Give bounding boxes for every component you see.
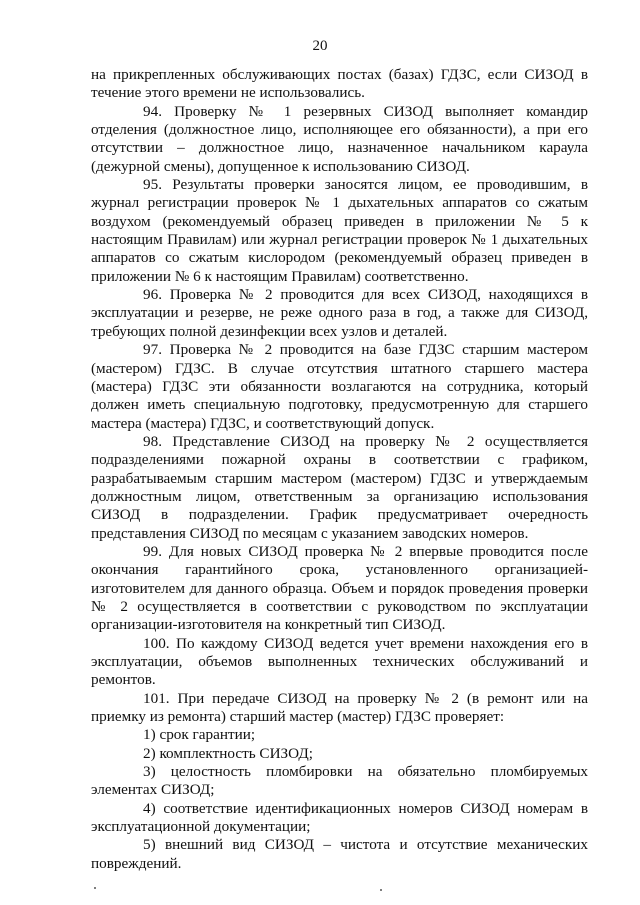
paragraph-96: 96. Проверка № 2 проводится для всех СИЗОД, находящихся в эксплуатации и резерве, не реже одного раза в год, а также для СИЗОД, требующих полной дезинфекции всех узлов и деталей. — [91, 286, 588, 340]
paragraph-94: 94. Проверку № 1 резервных СИЗОД выполняет командир отделения (должностное лицо, исполняющее его обязанности), а при его отсутствии – должностное лицо, назначенное начальником караула (дежурной смены), допущенное к использованию СИЗОД. — [91, 102, 588, 175]
paragraph-101: 101. При передаче СИЗОД на проверку № 2 (в ремонт или на приемку из ремонта) старший мастер (мастер) ГДЗС проверяет: — [91, 689, 588, 726]
paragraph-97: 97. Проверка № 2 проводится на базе ГДЗС старшим мастером (мастером) ГДЗС. В случае отсутствия штатного старшего мастера (мастера) ГДЗС эти обязанности возлагаются на сотрудника, который должен иметь специальную подготовку, предусмотренную для старшего мастера (мастера) ГДЗС, и соответствующий допуск. — [91, 341, 588, 432]
paragraph-continuation: на прикрепленных обслуживающих постах (базах) ГДЗС, если СИЗОД в течение этого времени не использовались. — [91, 66, 588, 102]
paragraph-100: 100. По каждому СИЗОД ведется учет времени нахождения его в эксплуатации, объемов выполненных технических обслуживаний и ремонтов. — [91, 634, 588, 689]
list-item-5: 5) внешний вид СИЗОД – чистота и отсутствие механических повреждений. — [91, 836, 588, 872]
list-item-4: 4) соответствие идентификационных номеров СИЗОД номерам в эксплуатационной документации; — [91, 799, 588, 836]
document-body — [91, 66, 588, 873]
list-item-3: 3) целостность пломбировки на обязательно пломбируемых элементах СИЗОД; — [91, 763, 588, 799]
scan-speck — [94, 887, 96, 889]
list-item-1: 1) срок гарантии; — [143, 726, 256, 744]
paragraph-99: 99. Для новых СИЗОД проверка № 2 впервые проводится после окончания гарантийного срока, установленного организацией-изготовителем для данного образца. Объем и порядок проведения проверки № 2 осуществляется в соответствии с руководством по эксплуатации организации-изготовителя на конкретный тип СИЗОД. — [91, 542, 588, 634]
page-number: 20 — [312, 38, 328, 54]
scan-speck — [380, 889, 382, 891]
list-item-2: 2) комплектность СИЗОД; — [143, 744, 313, 762]
paragraph-98: 98. Представление СИЗОД на проверку № 2 осуществляется подразделениями пожарной охраны в соответствии с графиком, разрабатываемым старшим мастером (мастером) ГДЗС и утверждаемым должностным лицом, ответственным за организацию использования СИЗОД в подразделении. График предусматривает очередность представления СИЗОД по месяцам с указанием заводских номеров. — [91, 432, 588, 542]
paragraph-95: 95. Результаты проверки заносятся лицом, ее проводившим, в журнал регистрации проверок № 1 дыхательных аппаратов со сжатым воздухом (рекомендуемый образец приведен в приложении № 5 к настоящим Правилам) или журнал регистрации проверок № 1 дыхательных аппаратов со сжатым кислородом (рекомендуемый образец приведен в приложении № 6 к настоящим Правилам) соответственно. — [91, 176, 588, 285]
